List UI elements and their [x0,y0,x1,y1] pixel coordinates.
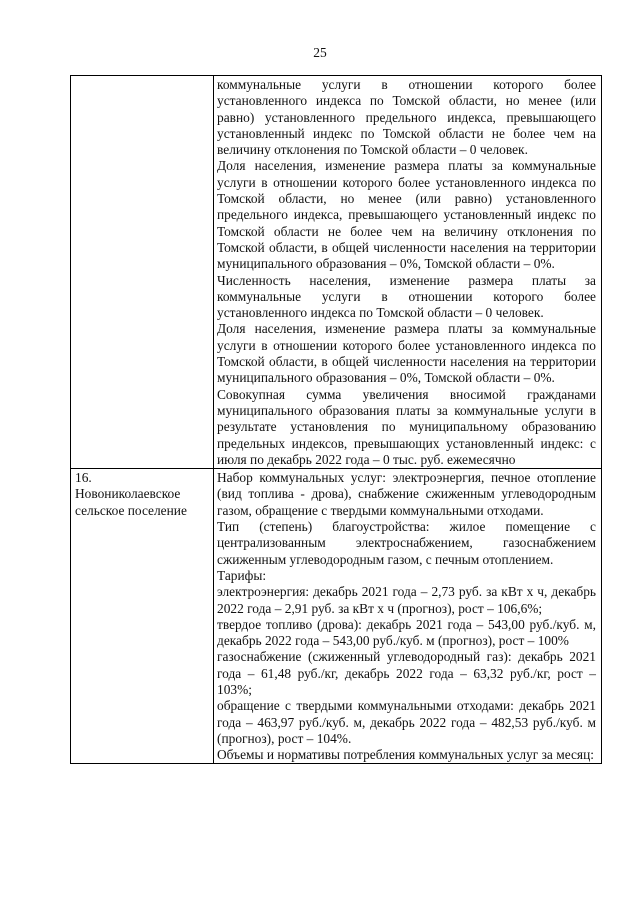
paragraph: коммунальные услуги в отношении которого более установленного индекса по Томской области, но менее (или равно) установленного предельного индекса, превышающего установленный индекс по Томской области не более чем на величину отклонения по Томской области – 0 человек. [217,77,596,158]
paragraph: Доля населения, изменение размера платы за коммунальные услуги в отношении которого более установленного индекса по Томской области, но менее (или равно) установленного предельного индекса, превышающего установленный индекс по Томской области не более чем на величину отклонения по Томской области, в общей численности населения на территории муниципального образования – 0%, Томской области – 0%. [217,158,596,272]
description-cell [214,469,601,763]
paragraph: Тип (степень) благоустройства: жилое помещение с централизованным электроснабжением, газоснабжением сжиженным углеводородным газом, с печным отоплением. [217,519,596,567]
paragraph: Объемы и нормативы потребления коммунальных услуг за месяц: [217,747,594,763]
table-row [71,76,601,468]
row-number: 16. [75,470,92,486]
municipality-name: Новониколаевское сельское поселение [75,486,187,518]
municipality-cell [71,469,214,763]
page-number: 25 [313,45,327,60]
paragraph: электроэнергия: декабрь 2021 года – 2,73 руб. за кВт х ч, декабрь 2022 года – 2,91 руб. за кВт х ч (прогноз), рост – 106,6%; [217,584,596,616]
paragraph: Тарифы: [217,567,267,583]
paragraph: обращение с твердыми коммунальными отходами: декабрь 2021 года – 463,97 руб./куб. м, декабрь 2022 года – 482,53 руб./куб. м (прогноз), рост – 104%. [217,698,596,746]
paragraph: Численность населения, изменение размера платы за коммунальные услуги в отношении которого более установленного индекса по Томской области – 0 человек. [217,272,596,321]
data-table [70,75,602,764]
description-cell [214,76,601,468]
municipality-cell [71,76,214,468]
paragraph: Набор коммунальных услуг: электроэнергия, печное отопление (вид топлива - дрова), снабжение сжиженным углеводородным газом, обращение с твердыми коммунальными отходами. [217,470,596,518]
paragraph: газоснабжение (сжиженный углеводородный газ): декабрь 2021 года – 61,48 руб./кг, декабрь 2022 года – 63,32 руб./кг, рост – 103%; [217,649,596,697]
paragraph: Совокупная сумма увеличения вносимой гражданами муниципального образования платы за коммунальные услуги в результате установления по муниципальному образованию предельных индексов, превышающих установленный индекс: с июля по декабрь 2022 года – 0 тыс. руб. ежемесячно [217,386,596,467]
paragraph: Доля населения, изменение размера платы за коммунальные услуги в отношении которого более установленного индекса по Томской области, в общей численности населения на территории муниципального образования – 0%, Томской области – 0%. [217,321,596,386]
paragraph: твердое топливо (дрова): декабрь 2021 года – 543,00 руб./куб. м, декабрь 2022 года – 543,00 руб./куб. м (прогноз), рост – 100% [217,616,596,649]
table-row [71,468,601,763]
